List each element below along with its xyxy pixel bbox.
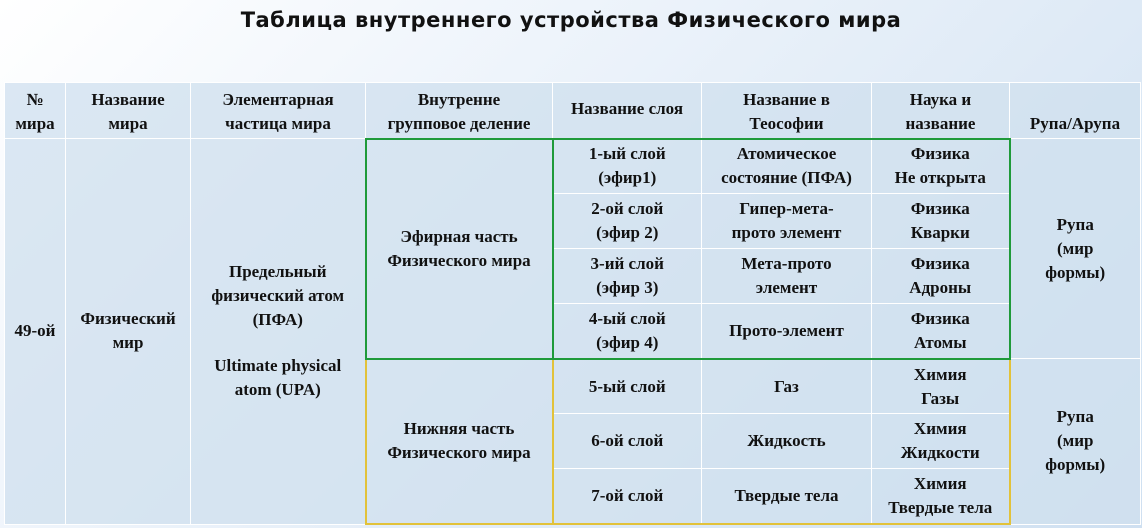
science-cell: Физика Кварки bbox=[872, 194, 1010, 249]
table-row bbox=[5, 139, 1141, 194]
theosophy-cell: Жидкость bbox=[702, 414, 872, 469]
layer-cell: 2-ой слой (эфир 2) bbox=[553, 194, 702, 249]
header-rupa-arupa: Рупа/Арупа bbox=[1010, 83, 1141, 139]
rupa-cell-lower: Рупа (мир формы) bbox=[1010, 359, 1141, 524]
science-cell: Химия Жидкости bbox=[872, 414, 1010, 469]
page-title: Таблица внутреннего устройства Физического мира bbox=[240, 8, 902, 32]
header-particle: Элементарная частица мира bbox=[191, 83, 366, 139]
layer-cell: 7-ой слой bbox=[553, 469, 702, 524]
layer-cell: 5-ый слой bbox=[553, 359, 702, 414]
science-cell: Физика Атомы bbox=[872, 304, 1010, 359]
layer-cell: 4-ый слой (эфир 4) bbox=[553, 304, 702, 359]
theosophy-cell: Газ bbox=[702, 359, 872, 414]
world-name-cell: Физический мир bbox=[66, 139, 191, 524]
theosophy-cell: Прото-элемент bbox=[702, 304, 872, 359]
header-row bbox=[5, 83, 1141, 139]
science-cell: Физика Не открыта bbox=[872, 139, 1010, 194]
layer-cell: 1-ый слой (эфир1) bbox=[553, 139, 702, 194]
theosophy-cell: Гипер-мета- прото элемент bbox=[702, 194, 872, 249]
science-cell: Химия Газы bbox=[872, 359, 1010, 414]
rupa-cell-ether: Рупа (мир формы) bbox=[1010, 139, 1141, 359]
header-layer-name: Название слоя bbox=[553, 83, 702, 139]
theosophy-cell: Твердые тела bbox=[702, 469, 872, 524]
particle-cell: Предельный физический атом (ПФА) Ultimate physical atom (UPA) bbox=[191, 139, 366, 524]
world-structure-table bbox=[4, 82, 1141, 525]
layer-cell: 3-ий слой (эфир 3) bbox=[553, 249, 702, 304]
layer-cell: 6-ой слой bbox=[553, 414, 702, 469]
header-group-division: Внутренне групповое деление bbox=[366, 83, 553, 139]
header-world-number: № мира bbox=[5, 83, 66, 139]
header-science-name: Наука и название bbox=[872, 83, 1010, 139]
science-cell: Химия Твердые тела bbox=[872, 469, 1010, 524]
science-cell: Физика Адроны bbox=[872, 249, 1010, 304]
world-number-cell: 49-ой bbox=[5, 139, 66, 524]
header-world-name: Название мира bbox=[66, 83, 191, 139]
header-theosophy-name: Название в Теософии bbox=[702, 83, 872, 139]
ether-group-cell: Эфирная часть Физического мира bbox=[366, 139, 553, 359]
theosophy-cell: Мета-прото элемент bbox=[702, 249, 872, 304]
theosophy-cell: Атомическое состояние (ПФА) bbox=[702, 139, 872, 194]
lower-group-cell: Нижняя часть Физического мира bbox=[366, 359, 553, 524]
